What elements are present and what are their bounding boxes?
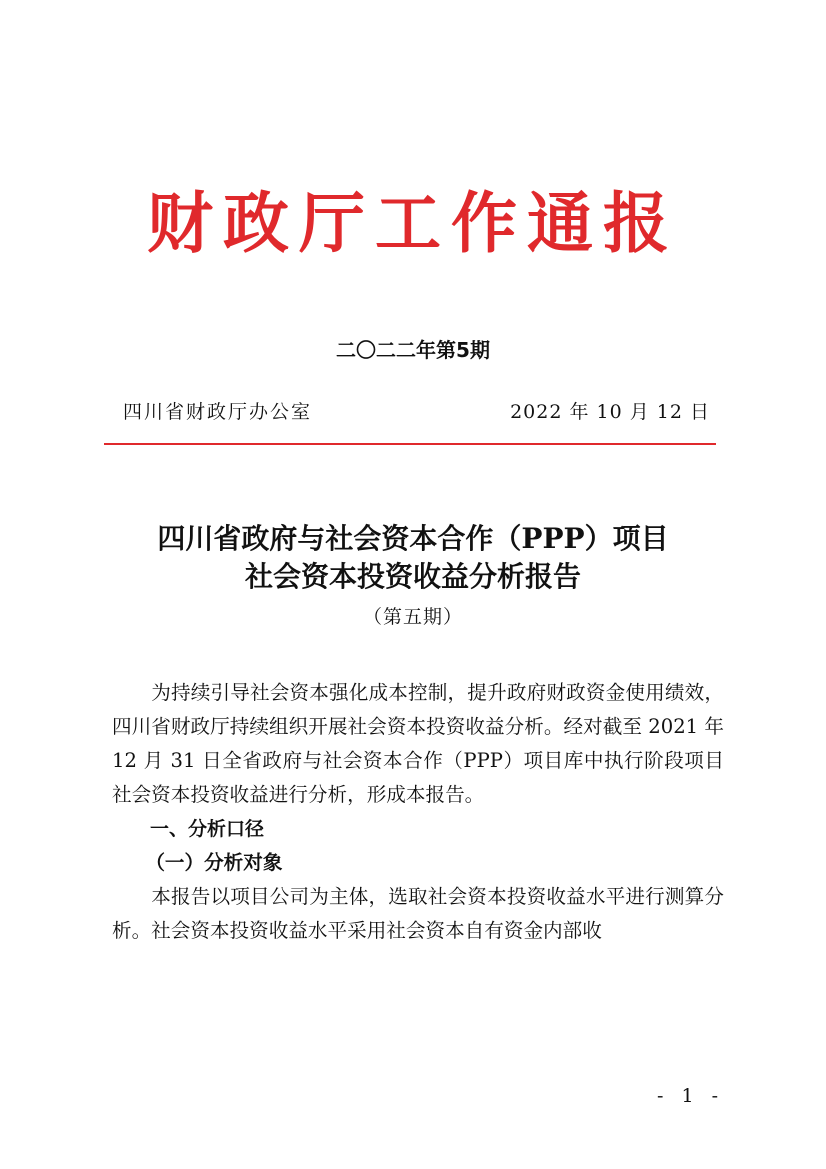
article-title <box>0 520 826 596</box>
subsection-heading: （一）分析对象 <box>145 851 283 874</box>
issue-date: 2022 年 10 月 12 日 <box>510 401 710 423</box>
article-subtitle: （第五期） <box>362 606 463 628</box>
section-heading: 一、分析口径 <box>150 818 265 840</box>
meta-row <box>123 398 710 426</box>
page-number: - 1 - <box>656 1085 724 1107</box>
article-title-line1: 四川省政府与社会资本合作（PPP）项目 <box>157 522 669 555</box>
article-title-line2: 社会资本投资收益分析报告 <box>244 560 581 593</box>
article-body <box>112 676 724 948</box>
paragraph-intro: 为持续引导社会资本强化成本控制，提升政府财政资金使用绩效，四川省财政厅持续组织开展社会资本投资收益分析。经对截至 2021 年 12 月 31 日全省政府与社会资本合作（PPP）项目库中执行阶段项目社会资本投资收益进行分析，形成本报告。 <box>112 681 724 806</box>
issuer: 四川省财政厅办公室 <box>123 401 313 423</box>
issue-number: 二〇二二年第5期 <box>336 338 490 362</box>
masthead-title: 财政厅工作通报 <box>147 184 679 262</box>
paragraph-scope: 本报告以项目公司为主体，选取社会资本投资收益水平进行测算分析。社会资本投资收益水平采用社会资本自有资金内部收 <box>112 885 724 942</box>
red-divider <box>104 443 716 445</box>
